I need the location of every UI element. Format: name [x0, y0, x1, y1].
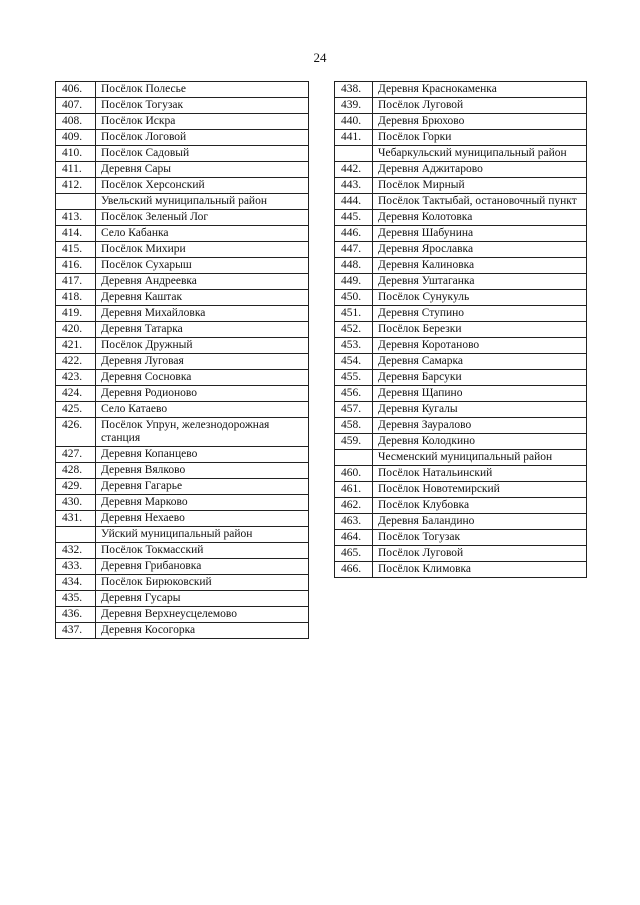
page-number: 24	[313, 50, 327, 65]
settlement-name: Деревня Барсуки	[373, 370, 587, 386]
settlement-name: Деревня Баландино	[373, 514, 587, 530]
settlement-name: Посёлок Климовка	[373, 562, 587, 578]
settlement-name: Посёлок Луговой	[373, 98, 587, 114]
table-row	[335, 498, 587, 514]
table-row	[56, 479, 309, 495]
row-number: 416.	[56, 258, 96, 274]
settlement-name: Деревня Аджитарово	[373, 162, 587, 178]
row-number: 457.	[335, 402, 373, 418]
settlement-name: Деревня Гусары	[96, 591, 309, 607]
settlement-name: Деревня Луговая	[96, 354, 309, 370]
row-number: 411.	[56, 162, 96, 178]
row-number: 422.	[56, 354, 96, 370]
row-number: 458.	[335, 418, 373, 434]
row-number: 449.	[335, 274, 373, 290]
row-number: 436.	[56, 607, 96, 623]
row-number: 459.	[335, 434, 373, 450]
row-number: 432.	[56, 543, 96, 559]
row-number: 445.	[335, 210, 373, 226]
row-number: 415.	[56, 242, 96, 258]
table-row	[335, 194, 587, 210]
settlement-name: Село Катаево	[96, 402, 309, 418]
district-header-row	[335, 146, 587, 162]
settlement-name: Посёлок Садовый	[96, 146, 309, 162]
row-number: 435.	[56, 591, 96, 607]
row-number: 442.	[335, 162, 373, 178]
settlement-name: Деревня Сары	[96, 162, 309, 178]
table-row	[335, 178, 587, 194]
row-number: 434.	[56, 575, 96, 591]
table-row	[56, 162, 309, 178]
table-row	[335, 114, 587, 130]
settlement-name: Посёлок Упрун, железнодорожная станция	[96, 418, 309, 447]
settlement-name: Деревня Верхнеусцелемово	[96, 607, 309, 623]
table-row	[56, 511, 309, 527]
settlement-name: Деревня Андреевка	[96, 274, 309, 290]
district-header-row	[56, 527, 309, 543]
settlement-name: Деревня Калиновка	[373, 258, 587, 274]
row-number: 453.	[335, 338, 373, 354]
settlement-name: Деревня Сосновка	[96, 370, 309, 386]
settlement-name: Деревня Кугалы	[373, 402, 587, 418]
table-row	[56, 226, 309, 242]
district-header-row	[56, 194, 309, 210]
settlement-name: Деревня Копанцево	[96, 447, 309, 463]
row-number: 407.	[56, 98, 96, 114]
settlement-name: Посёлок Горки	[373, 130, 587, 146]
table-row	[335, 290, 587, 306]
table-row	[335, 482, 587, 498]
row-number: 466.	[335, 562, 373, 578]
table-row	[56, 447, 309, 463]
row-number: 456.	[335, 386, 373, 402]
district-name: Увельский муниципальный район	[96, 194, 309, 210]
table-row	[335, 258, 587, 274]
table-row	[56, 338, 309, 354]
table-row	[56, 607, 309, 623]
row-number: 452.	[335, 322, 373, 338]
settlement-name: Деревня Ступино	[373, 306, 587, 322]
row-number: 465.	[335, 546, 373, 562]
row-number: 425.	[56, 402, 96, 418]
district-name: Уйский муниципальный район	[96, 527, 309, 543]
settlement-name: Посёлок Мирный	[373, 178, 587, 194]
table-row	[335, 386, 587, 402]
settlement-name: Посёлок Бирюковский	[96, 575, 309, 591]
row-number: 410.	[56, 146, 96, 162]
table-row	[335, 434, 587, 450]
row-number: 427.	[56, 447, 96, 463]
settlement-name: Посёлок Клубовка	[373, 498, 587, 514]
row-number: 429.	[56, 479, 96, 495]
settlement-name: Деревня Колодкино	[373, 434, 587, 450]
table-row	[335, 226, 587, 242]
row-number	[56, 527, 96, 543]
settlement-name: Посёлок Логовой	[96, 130, 309, 146]
settlements-table-left	[55, 81, 309, 639]
table-row	[335, 562, 587, 578]
table-row	[56, 559, 309, 575]
row-number	[335, 450, 373, 466]
settlement-name: Посёлок Новотемирский	[373, 482, 587, 498]
settlement-name: Деревня Зауралово	[373, 418, 587, 434]
settlement-name: Посёлок Херсонский	[96, 178, 309, 194]
settlement-name: Деревня Гагарье	[96, 479, 309, 495]
settlement-name: Посёлок Тогузак	[373, 530, 587, 546]
row-number: 433.	[56, 559, 96, 575]
row-number: 443.	[335, 178, 373, 194]
table-row	[56, 274, 309, 290]
settlement-name: Посёлок Зеленый Лог	[96, 210, 309, 226]
row-number: 428.	[56, 463, 96, 479]
settlement-name: Деревня Косогорка	[96, 623, 309, 639]
settlement-name: Посёлок Натальинский	[373, 466, 587, 482]
settlement-name: Деревня Родионово	[96, 386, 309, 402]
settlement-name: Деревня Марково	[96, 495, 309, 511]
table-row	[335, 306, 587, 322]
row-number: 419.	[56, 306, 96, 322]
row-number: 423.	[56, 370, 96, 386]
settlement-name: Деревня Шабунина	[373, 226, 587, 242]
settlement-name: Деревня Грибановка	[96, 559, 309, 575]
settlement-name: Деревня Щапино	[373, 386, 587, 402]
settlement-name: Посёлок Михири	[96, 242, 309, 258]
row-number: 420.	[56, 322, 96, 338]
settlement-name: Посёлок Искра	[96, 114, 309, 130]
row-number: 408.	[56, 114, 96, 130]
table-row	[56, 114, 309, 130]
table-row	[56, 623, 309, 639]
table-row	[56, 98, 309, 114]
settlement-name: Село Кабанка	[96, 226, 309, 242]
row-number: 444.	[335, 194, 373, 210]
settlements-table-right	[334, 81, 587, 578]
row-number	[335, 146, 373, 162]
table-body-right	[335, 82, 587, 578]
settlement-name: Деревня Самарка	[373, 354, 587, 370]
table-row	[335, 210, 587, 226]
table-row	[56, 178, 309, 194]
table-row	[56, 210, 309, 226]
settlement-name: Посёлок Сухарыш	[96, 258, 309, 274]
row-number: 464.	[335, 530, 373, 546]
table-row	[335, 162, 587, 178]
row-number: 454.	[335, 354, 373, 370]
table-row	[335, 98, 587, 114]
settlement-name: Деревня Каштак	[96, 290, 309, 306]
settlement-name: Деревня Колотовка	[373, 210, 587, 226]
row-number: 451.	[335, 306, 373, 322]
row-number: 437.	[56, 623, 96, 639]
table-row	[335, 322, 587, 338]
row-number: 418.	[56, 290, 96, 306]
row-number: 421.	[56, 338, 96, 354]
row-number: 412.	[56, 178, 96, 194]
table-row	[335, 530, 587, 546]
table-row	[56, 402, 309, 418]
row-number: 462.	[335, 498, 373, 514]
table-row	[56, 354, 309, 370]
settlement-name: Деревня Ярославка	[373, 242, 587, 258]
table-row	[335, 546, 587, 562]
row-number	[56, 194, 96, 210]
table-row	[335, 418, 587, 434]
row-number: 438.	[335, 82, 373, 98]
table-row	[56, 495, 309, 511]
settlement-name: Посёлок Тогузак	[96, 98, 309, 114]
table-row	[56, 146, 309, 162]
settlement-name: Деревня Вялково	[96, 463, 309, 479]
row-number: 441.	[335, 130, 373, 146]
row-number: 414.	[56, 226, 96, 242]
row-number: 431.	[56, 511, 96, 527]
row-number: 417.	[56, 274, 96, 290]
table-row	[335, 82, 587, 98]
table-row	[335, 370, 587, 386]
table-row	[56, 591, 309, 607]
row-number: 463.	[335, 514, 373, 530]
row-number: 413.	[56, 210, 96, 226]
table-row	[56, 386, 309, 402]
district-name: Чесменский муниципальный район	[373, 450, 587, 466]
table-row	[335, 514, 587, 530]
table-row	[56, 306, 309, 322]
table-row	[56, 418, 309, 447]
settlement-name: Деревня Уштаганка	[373, 274, 587, 290]
table-row	[56, 370, 309, 386]
settlement-name: Деревня Брюхово	[373, 114, 587, 130]
row-number: 446.	[335, 226, 373, 242]
row-number: 430.	[56, 495, 96, 511]
table-row	[56, 242, 309, 258]
settlement-name: Деревня Нехаево	[96, 511, 309, 527]
settlement-name: Посёлок Дружный	[96, 338, 309, 354]
row-number: 460.	[335, 466, 373, 482]
row-number: 448.	[335, 258, 373, 274]
table-row	[56, 258, 309, 274]
settlement-name: Посёлок Тактыбай, остановочный пункт	[373, 194, 587, 210]
district-header-row	[335, 450, 587, 466]
table-row	[56, 463, 309, 479]
settlement-name: Посёлок Березки	[373, 322, 587, 338]
table-body-left	[56, 82, 309, 639]
settlement-name: Посёлок Сунукуль	[373, 290, 587, 306]
table-row	[56, 290, 309, 306]
table-row	[335, 242, 587, 258]
table-row	[56, 130, 309, 146]
table-row	[335, 402, 587, 418]
row-number: 406.	[56, 82, 96, 98]
settlement-name: Посёлок Токмасский	[96, 543, 309, 559]
table-row	[56, 543, 309, 559]
settlement-name: Посёлок Полесье	[96, 82, 309, 98]
table-row	[56, 322, 309, 338]
settlement-name: Деревня Краснокаменка	[373, 82, 587, 98]
table-row	[335, 466, 587, 482]
district-name: Чебаркульский муниципальный район	[373, 146, 587, 162]
row-number: 455.	[335, 370, 373, 386]
row-number: 426.	[56, 418, 96, 447]
row-number: 409.	[56, 130, 96, 146]
table-row	[335, 338, 587, 354]
row-number: 461.	[335, 482, 373, 498]
table-row	[335, 354, 587, 370]
row-number: 439.	[335, 98, 373, 114]
settlement-name: Деревня Михайловка	[96, 306, 309, 322]
table-row	[56, 575, 309, 591]
row-number: 440.	[335, 114, 373, 130]
table-row	[335, 274, 587, 290]
row-number: 424.	[56, 386, 96, 402]
row-number: 450.	[335, 290, 373, 306]
settlement-name: Деревня Татарка	[96, 322, 309, 338]
settlement-name: Деревня Коротаново	[373, 338, 587, 354]
settlement-name: Посёлок Луговой	[373, 546, 587, 562]
table-row	[56, 82, 309, 98]
row-number: 447.	[335, 242, 373, 258]
table-row	[335, 130, 587, 146]
